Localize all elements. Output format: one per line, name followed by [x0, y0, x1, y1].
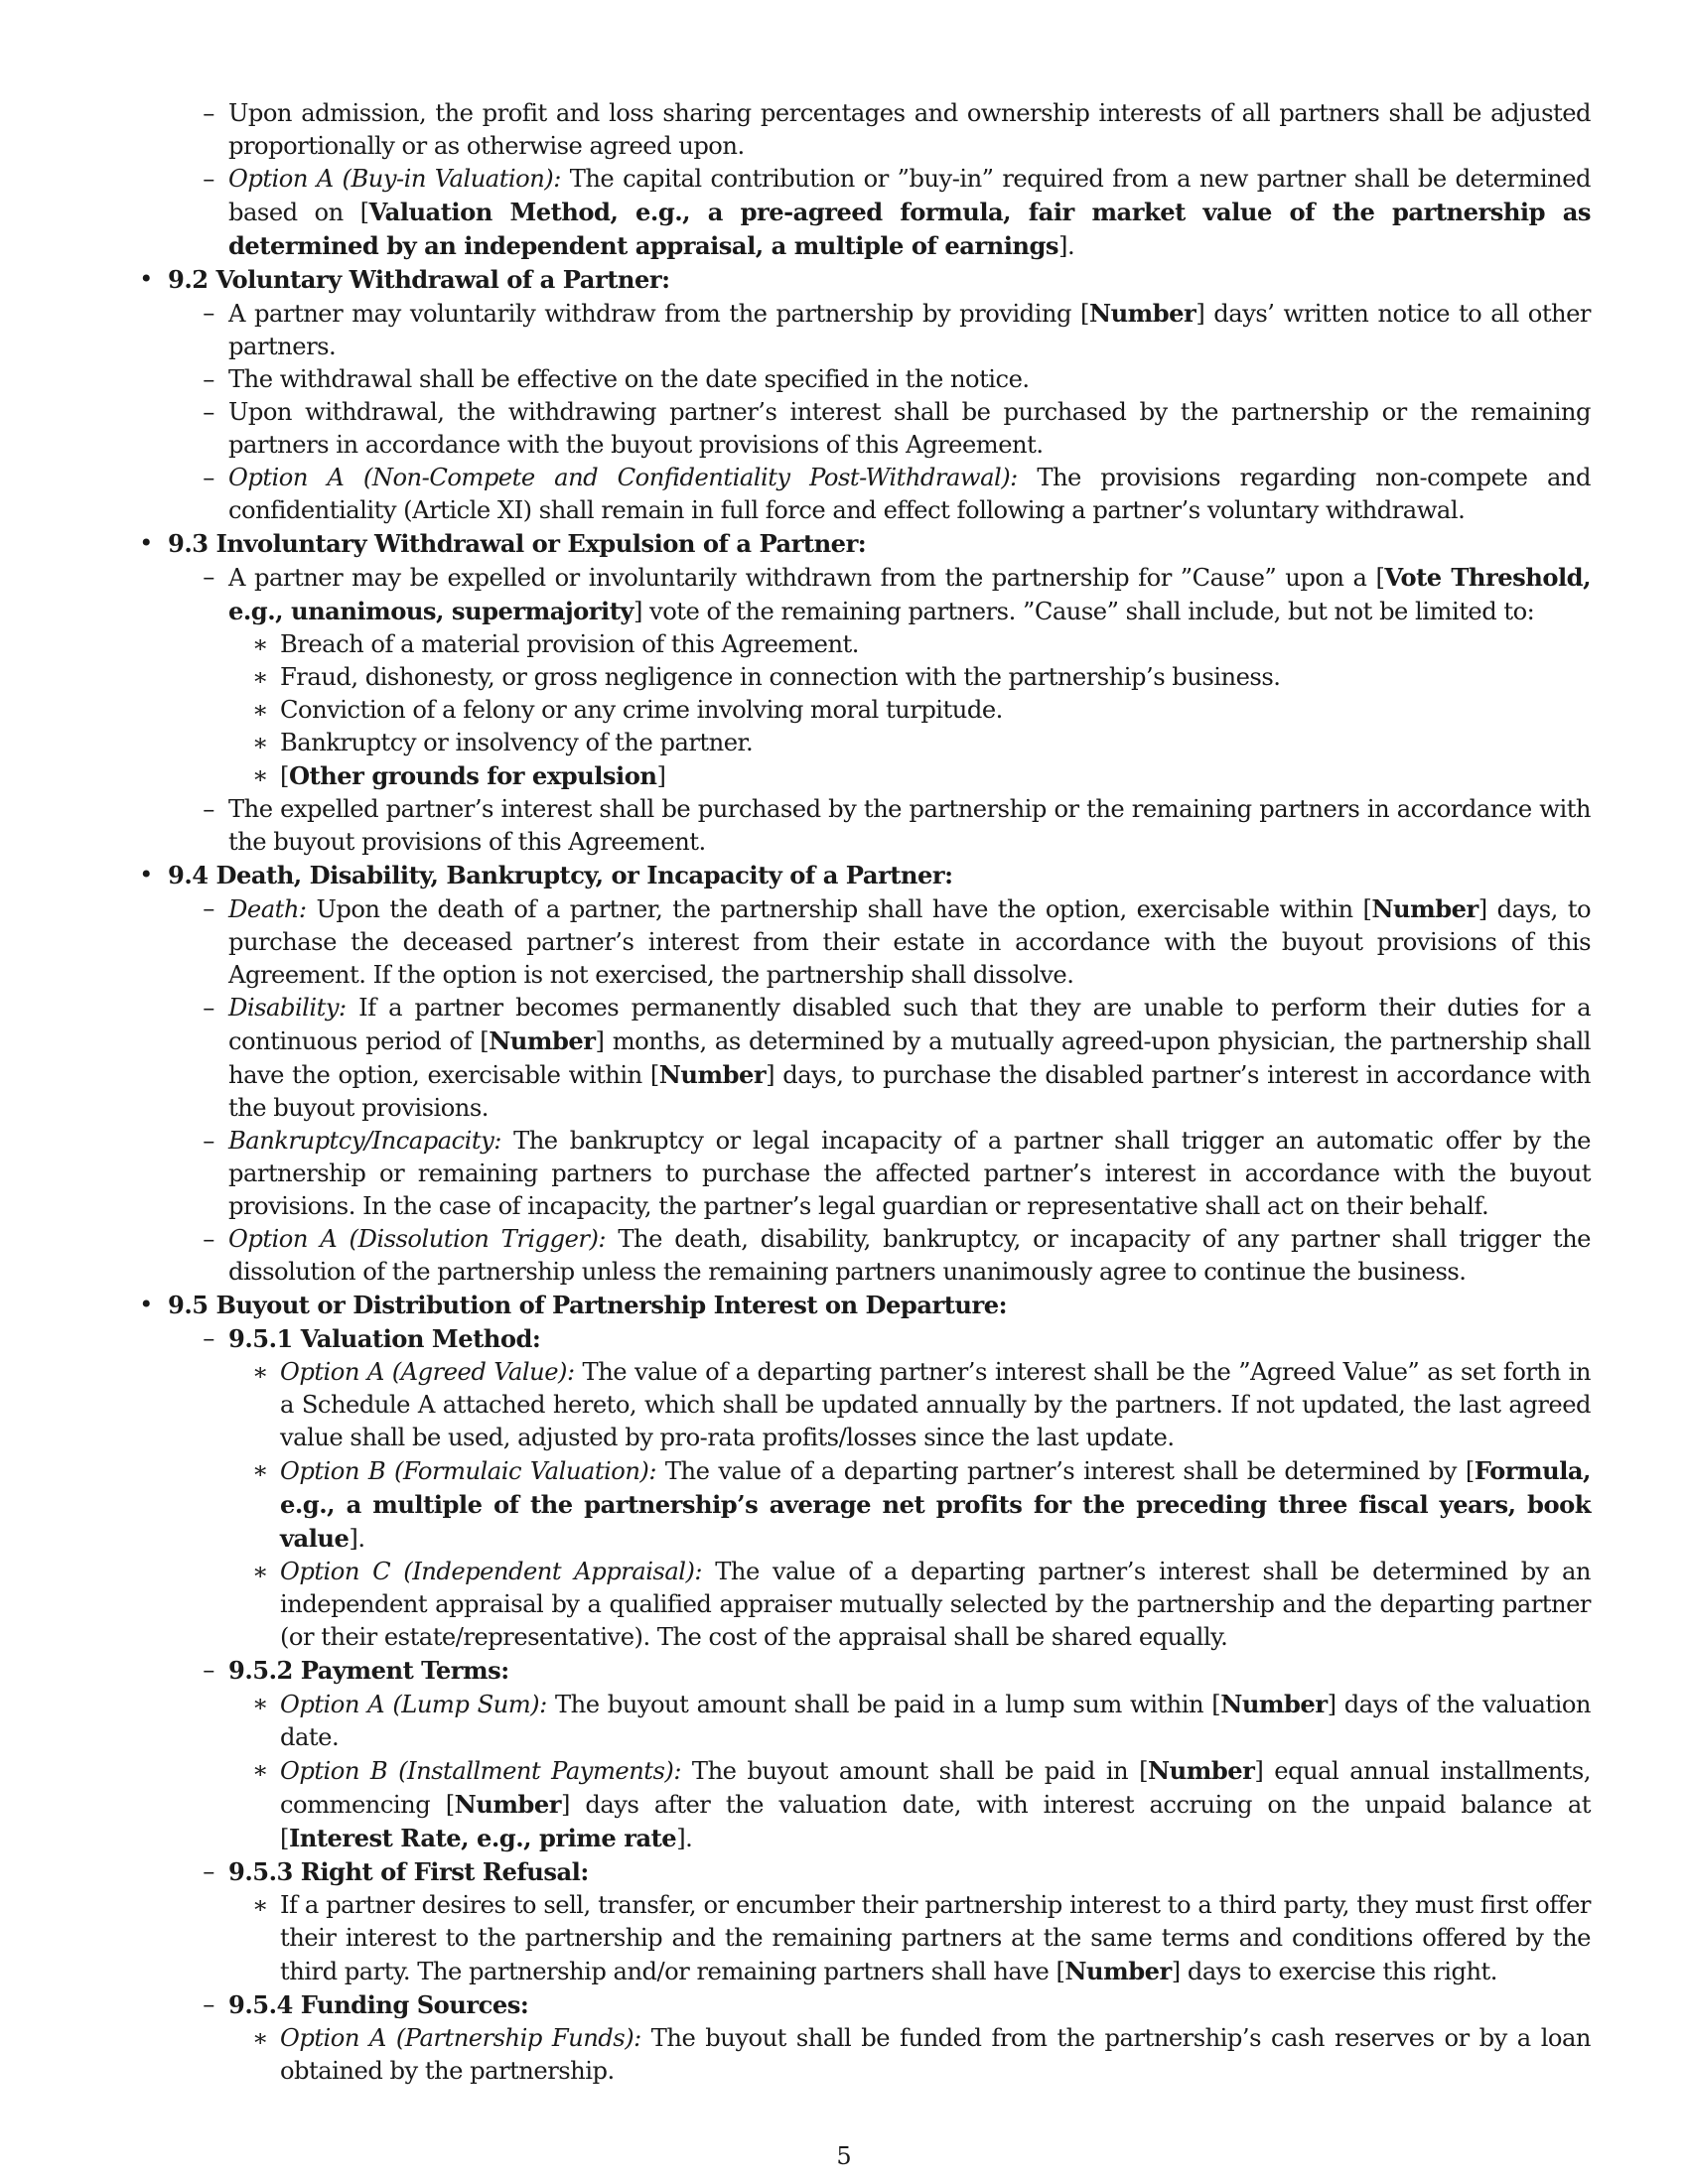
body-text: ].: [676, 1825, 693, 1852]
bold-text: Other grounds for expulsion: [288, 761, 657, 790]
page-number: 5: [836, 2142, 852, 2170]
italic-label: Option A (Partnership Funds):: [280, 2024, 641, 2052]
bold-text: Valuation Method, e.g., a pre-agreed formula, fair market value of the partnership as determined by an independent appraisal, a multiple of earnings: [228, 198, 1591, 260]
body-text: The value of a departing partner’s interest shall be determined by an independent appraisal by a qualified appraiser mutually selected by the partnership and the departing partner (or their estate/representative). The cost of the appraisal shall be shared equally.: [280, 1558, 1592, 1651]
dash-marker: –: [203, 1127, 214, 1155]
dash-marker: –: [203, 795, 214, 823]
italic-label: Death:: [228, 895, 307, 923]
body-text: The buyout amount shall be paid in [: [680, 1757, 1149, 1785]
sub-list-item: [136, 1688, 1591, 1754]
list-item: [136, 97, 1591, 163]
bold-text: 9.5.3 Right of First Refusal:: [228, 1857, 589, 1886]
dash-marker: –: [203, 398, 214, 426]
dash-marker: –: [203, 365, 214, 393]
body-text: ] days to exercise this right.: [1171, 1958, 1497, 1985]
bold-text: Number: [454, 1790, 561, 1819]
section-heading-item: [136, 527, 1591, 561]
list-item: [136, 396, 1591, 462]
section-heading-item: [136, 859, 1591, 892]
body-text: Breach of a material provision of this Agreement.: [280, 630, 859, 658]
sub-list-item: [136, 661, 1591, 694]
body-text: Upon admission, the profit and loss sharing percentages and ownership interests of all partners shall be adjusted proportionally or as otherwise agreed upon.: [228, 99, 1591, 160]
list-item: [136, 1223, 1591, 1289]
bullet-marker: •: [139, 1291, 153, 1318]
list-item: [136, 892, 1591, 992]
bullet-marker: •: [139, 529, 153, 557]
bold-text: Vote Threshold, e.g., unanimous, supermajority: [228, 563, 1592, 625]
body-text: The value of a departing partner’s interest shall be the ”Agreed Value” as set forth in a Schedule A attached hereto, which shall be updated annually by the partners. If not updated, the last agreed value shall be used, adjusted by pro-rata profits/losses since the last update.: [280, 1358, 1591, 1451]
bold-text: Interest Rate, e.g., prime rate: [288, 1824, 677, 1852]
bold-text: Number: [489, 1026, 596, 1055]
asterisk-marker: ∗: [252, 729, 268, 756]
list-item: [136, 1322, 1591, 1356]
section-heading-item: [136, 263, 1591, 297]
sub-list-item: [136, 1454, 1591, 1556]
asterisk-marker: ∗: [252, 630, 268, 658]
bold-text: Number: [1371, 894, 1478, 923]
list-item: [136, 992, 1591, 1125]
body-text: ] days’ written notice to all other partners.: [228, 300, 1591, 360]
list-item: [136, 297, 1591, 363]
bold-text: 9.4 Death, Disability, Bankruptcy, or Incapacity of a Partner:: [168, 861, 953, 889]
list-item: [136, 1654, 1591, 1688]
italic-label: Option C (Independent Appraisal):: [280, 1558, 703, 1585]
asterisk-marker: ∗: [252, 1456, 268, 1484]
asterisk-marker: ∗: [252, 1558, 268, 1585]
body-text: ].: [349, 1525, 365, 1553]
body-text: ] days of the valuation date.: [280, 1691, 1591, 1751]
sub-list-item: [136, 1889, 1591, 1988]
dash-marker: –: [203, 299, 214, 327]
body-text: The bankruptcy or legal incapacity of a partner shall trigger an automatic offer by the partnership or remaining partners to purchase the affected partner’s interest in accordance with the buyout provisions. In the case of incapacity, the partner’s legal guardian or representative shall act on their behalf.: [228, 1127, 1591, 1220]
italic-label: Option A (Buy-in Valuation):: [228, 165, 561, 193]
section-heading-item: [136, 1289, 1591, 1322]
asterisk-marker: ∗: [252, 696, 268, 724]
sub-list-item: [136, 628, 1591, 661]
body-text: Bankruptcy or insolvency of the partner.: [280, 729, 754, 756]
italic-label: Option A (Lump Sum):: [280, 1691, 547, 1718]
asterisk-marker: ∗: [252, 1358, 268, 1386]
dash-marker: –: [203, 1225, 214, 1253]
dash-marker: –: [203, 1324, 214, 1352]
asterisk-marker: ∗: [252, 1690, 268, 1717]
body-text: The withdrawal shall be effective on the date specified in the notice.: [228, 365, 1030, 393]
dash-marker: –: [203, 1656, 214, 1684]
bold-text: 9.5.4 Funding Sources:: [228, 1990, 529, 2019]
body-text: If a partner becomes permanently disabled such that they are unable to perform their duties for a continuous period of [: [228, 994, 1591, 1055]
body-text: A partner may voluntarily withdraw from the partnership by providing [: [228, 300, 1089, 328]
document-body: [136, 97, 1591, 2088]
bold-text: 9.5.1 Valuation Method:: [228, 1324, 541, 1353]
italic-label: Option A (Dissolution Trigger):: [228, 1225, 607, 1253]
dash-marker: –: [203, 894, 214, 922]
bullet-marker: •: [139, 265, 153, 293]
dash-marker: –: [203, 99, 214, 127]
body-text: ] days, to purchase the disabled partner’s interest in accordance with the buyout provisions.: [228, 1061, 1591, 1122]
body-text: The expelled partner’s interest shall be purchased by the partnership or the remaining partners in accordance with the buyout provisions of this Agreement.: [228, 795, 1591, 856]
sub-list-item: [136, 694, 1591, 727]
asterisk-marker: ∗: [252, 2024, 268, 2052]
list-item: [136, 1988, 1591, 2022]
sub-list-item: [136, 1754, 1591, 1855]
body-text: The buyout amount shall be paid in a lump sum within [: [546, 1691, 1221, 1718]
dash-marker: –: [203, 1857, 214, 1885]
bold-text: Number: [1220, 1690, 1328, 1718]
asterisk-marker: ∗: [252, 761, 268, 789]
bold-text: 9.5 Buyout or Distribution of Partnership Interest on Departure:: [168, 1291, 1008, 1319]
body-text: ] days, to purchase the deceased partner’s interest from their estate in accordance with the buyout provisions of this Agreement. If the option is not exercised, the partnership shall dissolve.: [228, 895, 1592, 989]
bold-text: Number: [658, 1060, 767, 1089]
bullet-marker: •: [139, 861, 153, 888]
list-item: [136, 793, 1591, 859]
list-item: [136, 363, 1591, 396]
bold-text: Number: [1088, 299, 1196, 328]
dash-marker: –: [203, 464, 214, 491]
italic-label: Option B (Formulaic Valuation):: [280, 1457, 656, 1485]
sub-list-item: [136, 1356, 1591, 1454]
bold-text: 9.5.2 Payment Terms:: [228, 1656, 509, 1685]
body-text: The buyout shall be funded from the partnership’s cash reserves or by a loan obtained by the partnership.: [280, 2024, 1591, 2085]
bold-text: Number: [1064, 1957, 1172, 1985]
body-text: ].: [1058, 232, 1075, 260]
body-text: Conviction of a felony or any crime involving moral turpitude.: [280, 696, 1003, 724]
body-text: The death, disability, bankruptcy, or incapacity of any partner shall trigger the dissolution of the partnership unless the remaining partners unanimously agree to continue the business.: [228, 1225, 1591, 1286]
body-text: ] vote of the remaining partners. ”Cause” shall include, but not be limited to:: [633, 598, 1535, 625]
italic-label: Disability:: [228, 994, 347, 1022]
italic-label: Bankruptcy/Incapacity:: [228, 1127, 501, 1155]
body-text: The provisions regarding non-compete and confidentiality (Article XI) shall remain in full force and effect following a partner’s voluntary withdrawal.: [228, 464, 1591, 524]
body-text: ]: [656, 762, 666, 790]
body-text: Upon withdrawal, the withdrawing partner’s interest shall be purchased by the partnership or the remaining partners in accordance with the buyout provisions of this Agreement.: [228, 398, 1591, 459]
body-text: If a partner desires to sell, transfer, or encumber their partnership interest to a third party, they must first offer their interest to the partnership and the remaining partners at the same terms and conditions offered by the third party. The partnership and/or remaining partners shall have [: [280, 1891, 1591, 1985]
body-text: Fraud, dishonesty, or gross negligence in connection with the partnership’s business.: [280, 663, 1281, 691]
dash-marker: –: [203, 165, 214, 193]
dash-marker: –: [203, 563, 214, 591]
body-text: [: [280, 762, 289, 790]
italic-label: Option A (Agreed Value):: [280, 1358, 575, 1386]
sub-list-item: [136, 1556, 1591, 1654]
list-item: [136, 163, 1591, 263]
dash-marker: –: [203, 1990, 214, 2018]
sub-list-item: [136, 727, 1591, 759]
italic-label: Option A (Non-Compete and Confidentiality Post-Withdrawal):: [228, 464, 1018, 491]
body-text: ] days after the valuation date, with interest accruing on the unpaid balance at [: [280, 1791, 1592, 1852]
list-item: [136, 1125, 1591, 1223]
asterisk-marker: ∗: [252, 1756, 268, 1784]
dash-marker: –: [203, 994, 214, 1022]
sub-list-item: [136, 759, 1591, 793]
asterisk-marker: ∗: [252, 1891, 268, 1919]
body-text: The capital contribution or ”buy-in” required from a new partner shall be determined based on [: [228, 165, 1591, 226]
bold-text: Formula, e.g., a multiple of the partnership’s average net profits for the preceding three fiscal years, book value: [280, 1456, 1591, 1553]
list-item: [136, 561, 1591, 628]
asterisk-marker: ∗: [252, 663, 268, 691]
bold-text: 9.2 Voluntary Withdrawal of a Partner:: [168, 265, 670, 294]
italic-label: Option B (Installment Payments):: [280, 1757, 681, 1785]
bold-text: 9.3 Involuntary Withdrawal or Expulsion of a Partner:: [168, 529, 867, 558]
body-text: A partner may be expelled or involuntarily withdrawn from the partnership for ”Cause” upon a [: [228, 564, 1385, 592]
list-item: [136, 1855, 1591, 1889]
sub-list-item: [136, 2022, 1591, 2088]
body-text: The value of a departing partner’s interest shall be determined by [: [656, 1457, 1475, 1485]
body-text: ] equal annual installments, commencing [: [280, 1757, 1591, 1819]
bold-text: Number: [1148, 1756, 1255, 1785]
body-text: Upon the death of a partner, the partnership shall have the option, exercisable within [: [306, 895, 1372, 923]
list-item: [136, 462, 1591, 527]
body-text: ] months, as determined by a mutually agreed-upon physician, the partnership shall have the option, exercisable within [: [228, 1027, 1591, 1089]
